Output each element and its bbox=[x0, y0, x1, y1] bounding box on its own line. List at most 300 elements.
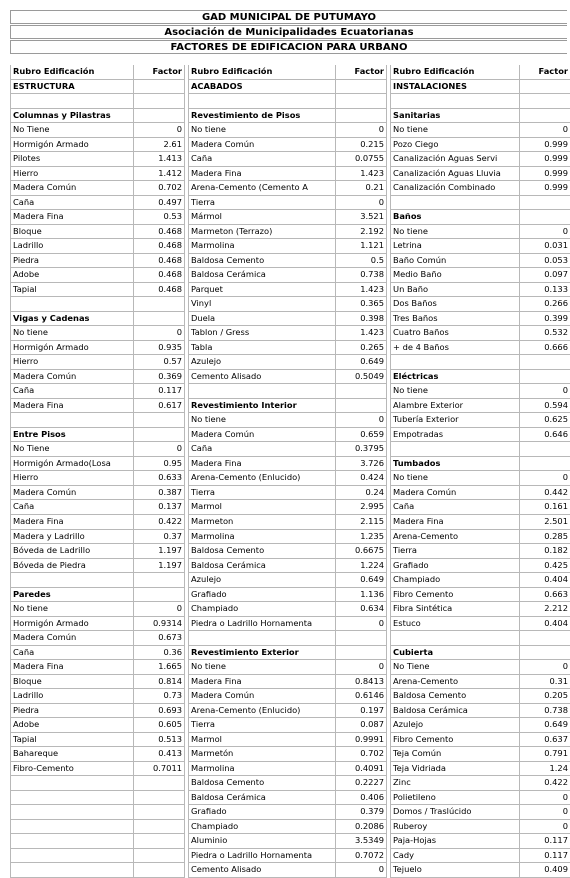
rubro-cell: No tiene bbox=[188, 660, 335, 674]
table-row bbox=[10, 442, 185, 457]
rubro-cell: Azulejo bbox=[188, 355, 335, 369]
table-row bbox=[390, 573, 570, 588]
table-row bbox=[390, 297, 570, 312]
factor-cell: 0.137 bbox=[133, 500, 185, 514]
factors-grid bbox=[10, 65, 570, 878]
rubro-cell: Tierra bbox=[188, 196, 335, 210]
rubro-cell: Tubería Exterior bbox=[390, 413, 519, 427]
table-row bbox=[10, 544, 185, 559]
factor-cell: 0.532 bbox=[519, 326, 570, 340]
factor-cell: 2.501 bbox=[519, 515, 570, 529]
rubro-cell: Vigas y Cadenas bbox=[10, 312, 133, 326]
table-row bbox=[10, 268, 185, 283]
table-row bbox=[188, 196, 387, 211]
factor-cell: 0.605 bbox=[133, 718, 185, 732]
table-row bbox=[188, 370, 387, 385]
rubro-cell: Adobe bbox=[10, 718, 133, 732]
factor-cell: 0.649 bbox=[335, 355, 387, 369]
rubro-cell: Alambre Exterior bbox=[390, 399, 519, 413]
factor-cell: 0 bbox=[335, 660, 387, 674]
rubro-cell bbox=[188, 384, 335, 398]
rubro-cell bbox=[10, 413, 133, 427]
rubro-cell: No tiene bbox=[390, 384, 519, 398]
rubro-cell: Polietileno bbox=[390, 791, 519, 805]
rubro-cell: Tierra bbox=[390, 544, 519, 558]
table-row bbox=[390, 94, 570, 109]
factor-cell: 0.161 bbox=[519, 500, 570, 514]
rubro-cell bbox=[390, 94, 519, 108]
table-row bbox=[188, 167, 387, 182]
table-row bbox=[188, 355, 387, 370]
factor-cell: 0.702 bbox=[335, 747, 387, 761]
factor-cell: 0.95 bbox=[133, 457, 185, 471]
table-row bbox=[188, 617, 387, 632]
factor-cell bbox=[519, 80, 570, 94]
table-row bbox=[188, 559, 387, 574]
table-row bbox=[188, 341, 387, 356]
rubro-cell: Piedra bbox=[10, 704, 133, 718]
rubro-cell: Tejuelo bbox=[390, 863, 519, 877]
rubro-cell: Rubro Edificación bbox=[188, 65, 335, 79]
rubro-cell: Arena-Cemento bbox=[390, 530, 519, 544]
column-header-row bbox=[390, 65, 570, 80]
factor-cell: 0.999 bbox=[519, 181, 570, 195]
rubro-cell: Ruberoy bbox=[390, 820, 519, 834]
structure-column bbox=[10, 65, 185, 878]
factor-cell: 1.24 bbox=[519, 762, 570, 776]
rubro-cell: Medio Baño bbox=[390, 268, 519, 282]
table-row bbox=[10, 297, 185, 312]
factor-cell: 0.468 bbox=[133, 283, 185, 297]
table-row bbox=[390, 863, 570, 878]
rubro-cell: + de 4 Baños bbox=[390, 341, 519, 355]
factor-cell bbox=[133, 805, 185, 819]
table-row bbox=[10, 776, 185, 791]
table-row bbox=[390, 515, 570, 530]
rubro-cell: Duela bbox=[188, 312, 335, 326]
factor-cell: 0.3795 bbox=[335, 442, 387, 456]
factor-cell bbox=[519, 355, 570, 369]
table-row bbox=[390, 617, 570, 632]
rubro-cell: Paredes bbox=[10, 588, 133, 602]
factor-cell: 0.398 bbox=[335, 312, 387, 326]
table-row bbox=[188, 689, 387, 704]
rubro-cell: Canalización Combinado bbox=[390, 181, 519, 195]
factor-cell: 0 bbox=[133, 442, 185, 456]
table-row bbox=[10, 384, 185, 399]
rubro-cell: Arena-Cemento bbox=[390, 675, 519, 689]
rubro-cell: Revestimiento Interior bbox=[188, 399, 335, 413]
factor-cell: 0.999 bbox=[519, 167, 570, 181]
rubro-cell: Champiado bbox=[188, 602, 335, 616]
table-row bbox=[188, 675, 387, 690]
factor-cell: 0.31 bbox=[519, 675, 570, 689]
rubro-cell: Madera Fina bbox=[188, 675, 335, 689]
rubro-cell: No tiene bbox=[10, 602, 133, 616]
rubro-cell: Baldosa Cemento bbox=[390, 689, 519, 703]
table-row bbox=[390, 138, 570, 153]
rubro-cell: Madera y Ladrillo bbox=[10, 530, 133, 544]
factor-cell bbox=[133, 297, 185, 311]
table-row bbox=[188, 239, 387, 254]
table-row bbox=[390, 268, 570, 283]
factor-cell bbox=[519, 646, 570, 660]
rubro-cell bbox=[188, 94, 335, 108]
rubro-cell: Tierra bbox=[188, 486, 335, 500]
factor-cell: 0.57 bbox=[133, 355, 185, 369]
rubro-cell: INSTALACIONES bbox=[390, 80, 519, 94]
factor-cell bbox=[133, 820, 185, 834]
rubro-cell: Baldosa Cemento bbox=[188, 544, 335, 558]
table-row bbox=[188, 413, 387, 428]
table-row bbox=[188, 834, 387, 849]
factor-cell: 0.666 bbox=[519, 341, 570, 355]
rubro-cell: Madera Común bbox=[188, 138, 335, 152]
factor-cell bbox=[335, 94, 387, 108]
rubro-cell: Cubierta bbox=[390, 646, 519, 660]
rubro-cell: Un Baño bbox=[390, 283, 519, 297]
rubro-cell: Baldosa Cemento bbox=[188, 254, 335, 268]
rubro-cell: Fibro Cemento bbox=[390, 588, 519, 602]
table-row bbox=[10, 791, 185, 806]
table-row bbox=[10, 660, 185, 675]
factor-cell bbox=[133, 834, 185, 848]
section-header-row bbox=[10, 428, 185, 443]
factor-cell: 0.468 bbox=[133, 268, 185, 282]
factor-cell: 0.379 bbox=[335, 805, 387, 819]
table-row bbox=[390, 181, 570, 196]
rubro-cell: Tierra bbox=[188, 718, 335, 732]
table-row bbox=[390, 196, 570, 211]
factor-cell bbox=[133, 573, 185, 587]
factor-cell bbox=[519, 196, 570, 210]
factor-cell: 0.21 bbox=[335, 181, 387, 195]
factor-cell: 0 bbox=[133, 602, 185, 616]
rubro-cell: Tapial bbox=[10, 733, 133, 747]
section-header-row bbox=[188, 646, 387, 661]
factor-cell: 0 bbox=[519, 225, 570, 239]
factor-cell: 0.625 bbox=[519, 413, 570, 427]
table-row bbox=[188, 486, 387, 501]
table-row bbox=[188, 442, 387, 457]
table-row bbox=[188, 530, 387, 545]
table-row bbox=[10, 399, 185, 414]
factor-cell bbox=[133, 109, 185, 123]
factor-cell: 0.7072 bbox=[335, 849, 387, 863]
section-header-row bbox=[188, 399, 387, 414]
table-row bbox=[10, 530, 185, 545]
table-row bbox=[390, 834, 570, 849]
table-row bbox=[188, 471, 387, 486]
factor-cell: 0.468 bbox=[133, 239, 185, 253]
rubro-cell: Hierro bbox=[10, 471, 133, 485]
factor-cell: 0.424 bbox=[335, 471, 387, 485]
factor-cell: 0.409 bbox=[519, 863, 570, 877]
table-row bbox=[188, 500, 387, 515]
rubro-cell: Bahareque bbox=[10, 747, 133, 761]
rubro-cell: No tiene bbox=[390, 123, 519, 137]
table-row bbox=[10, 341, 185, 356]
factor-cell: 0.999 bbox=[519, 138, 570, 152]
factor-cell: 0.053 bbox=[519, 254, 570, 268]
rubro-cell: Revestimiento de Pisos bbox=[188, 109, 335, 123]
factor-cell: 0.365 bbox=[335, 297, 387, 311]
rubro-cell: Caña bbox=[10, 196, 133, 210]
rubro-cell bbox=[10, 834, 133, 848]
section-header-row bbox=[390, 457, 570, 472]
table-row bbox=[188, 384, 387, 399]
table-row bbox=[10, 138, 185, 153]
factor-cell bbox=[133, 863, 185, 877]
factor-cell: 0.649 bbox=[519, 718, 570, 732]
factor-cell: 0.031 bbox=[519, 239, 570, 253]
factor-cell: 0.404 bbox=[519, 617, 570, 631]
table-row bbox=[390, 326, 570, 341]
rubro-cell: Baldosa Cemento bbox=[188, 776, 335, 790]
factor-cell bbox=[133, 849, 185, 863]
table-row bbox=[188, 718, 387, 733]
factor-cell: 0.369 bbox=[133, 370, 185, 384]
rubro-cell: Marmeton bbox=[188, 515, 335, 529]
table-row bbox=[10, 413, 185, 428]
table-row bbox=[188, 210, 387, 225]
rubro-cell: Tapial bbox=[10, 283, 133, 297]
rubro-cell: Tumbados bbox=[390, 457, 519, 471]
installations-column bbox=[390, 65, 570, 878]
rubro-cell: Pozo Ciego bbox=[390, 138, 519, 152]
rubro-cell: Madera Fina bbox=[390, 515, 519, 529]
table-row bbox=[10, 646, 185, 661]
rubro-cell: ESTRUCTURA bbox=[10, 80, 133, 94]
rubro-cell: Domos / Traslúcido bbox=[390, 805, 519, 819]
rubro-cell: Caña bbox=[10, 646, 133, 660]
rubro-cell: Hormigón Armado bbox=[10, 341, 133, 355]
table-row bbox=[390, 152, 570, 167]
rubro-cell: Cady bbox=[390, 849, 519, 863]
factor-cell: 1.423 bbox=[335, 326, 387, 340]
factor-cell: 0 bbox=[133, 326, 185, 340]
factor-cell: 0 bbox=[519, 791, 570, 805]
factor-cell bbox=[335, 384, 387, 398]
rubro-cell: Marmetón bbox=[188, 747, 335, 761]
table-row bbox=[390, 471, 570, 486]
rubro-cell: Marmeton (Terrazo) bbox=[188, 225, 335, 239]
factor-cell bbox=[133, 776, 185, 790]
table-row bbox=[188, 863, 387, 878]
table-row bbox=[188, 631, 387, 646]
rubro-cell: Piedra o Ladrillo Hornamenta bbox=[188, 617, 335, 631]
rubro-cell: Madera Fina bbox=[10, 660, 133, 674]
factor-cell: 0.999 bbox=[519, 152, 570, 166]
table-row bbox=[10, 254, 185, 269]
table-row bbox=[188, 181, 387, 196]
rubro-cell: Caña bbox=[188, 152, 335, 166]
section-header-row bbox=[390, 109, 570, 124]
factor-cell: 0.406 bbox=[335, 791, 387, 805]
table-row bbox=[188, 776, 387, 791]
table-row bbox=[188, 704, 387, 719]
factor-cell bbox=[519, 442, 570, 456]
rubro-cell: Fibra Sintética bbox=[390, 602, 519, 616]
rubro-cell bbox=[10, 820, 133, 834]
table-row bbox=[390, 631, 570, 646]
table-row bbox=[188, 326, 387, 341]
factor-cell bbox=[133, 428, 185, 442]
rubro-cell: Tres Baños bbox=[390, 312, 519, 326]
factor-cell: 0.205 bbox=[519, 689, 570, 703]
table-row bbox=[10, 94, 185, 109]
table-row bbox=[390, 413, 570, 428]
factor-cell bbox=[519, 210, 570, 224]
factor-cell: 0.673 bbox=[133, 631, 185, 645]
table-row bbox=[188, 849, 387, 864]
table-row bbox=[10, 762, 185, 777]
table-row bbox=[10, 515, 185, 530]
table-row bbox=[10, 559, 185, 574]
rubro-cell: Cuatro Baños bbox=[390, 326, 519, 340]
factor-cell: 0 bbox=[335, 196, 387, 210]
table-row bbox=[390, 530, 570, 545]
factor-cell: 0.468 bbox=[133, 225, 185, 239]
rubro-cell: Madera Común bbox=[390, 486, 519, 500]
factor-cell: 0.117 bbox=[133, 384, 185, 398]
column-header-row bbox=[188, 65, 387, 80]
rubro-cell bbox=[10, 863, 133, 877]
factor-cell: 0.738 bbox=[519, 704, 570, 718]
table-row bbox=[188, 573, 387, 588]
rubro-cell bbox=[390, 631, 519, 645]
factor-cell: 0 bbox=[519, 820, 570, 834]
factor-cell: 1.665 bbox=[133, 660, 185, 674]
rubro-cell: No tiene bbox=[390, 225, 519, 239]
finishes-column bbox=[188, 65, 387, 878]
table-row bbox=[188, 602, 387, 617]
factor-cell: 0.814 bbox=[133, 675, 185, 689]
title-factors: FACTORES DE EDIFICACION PARA URBANO bbox=[10, 40, 567, 54]
table-row bbox=[390, 355, 570, 370]
factor-cell: 1.121 bbox=[335, 239, 387, 253]
factor-cell: Factor bbox=[335, 65, 387, 79]
rubro-cell: Hormigón Armado bbox=[10, 138, 133, 152]
rubro-cell: Marmolina bbox=[188, 530, 335, 544]
table-row bbox=[390, 384, 570, 399]
table-row bbox=[390, 588, 570, 603]
table-row bbox=[10, 181, 185, 196]
table-row bbox=[390, 225, 570, 240]
factor-cell: 0.791 bbox=[519, 747, 570, 761]
section-header-row bbox=[188, 80, 387, 95]
section-header-row bbox=[390, 80, 570, 95]
factor-cell: 0.266 bbox=[519, 297, 570, 311]
table-row bbox=[188, 312, 387, 327]
factor-cell: 0.387 bbox=[133, 486, 185, 500]
table-row bbox=[188, 268, 387, 283]
factor-cell: 1.136 bbox=[335, 588, 387, 602]
rubro-cell: Baldosa Cerámica bbox=[188, 791, 335, 805]
table-row bbox=[390, 254, 570, 269]
rubro-cell: Bloque bbox=[10, 675, 133, 689]
table-row bbox=[188, 762, 387, 777]
factor-cell bbox=[133, 94, 185, 108]
factor-cell: 0.2227 bbox=[335, 776, 387, 790]
rubro-cell: Canalización Aguas Servi bbox=[390, 152, 519, 166]
factor-cell: 0 bbox=[519, 123, 570, 137]
factor-cell bbox=[519, 94, 570, 108]
factor-cell: 0.5049 bbox=[335, 370, 387, 384]
factor-cell bbox=[335, 646, 387, 660]
factor-cell: 0.693 bbox=[133, 704, 185, 718]
rubro-cell: Sanitarias bbox=[390, 109, 519, 123]
factor-cell: Factor bbox=[519, 65, 570, 79]
table-row bbox=[390, 820, 570, 835]
factor-cell: 3.521 bbox=[335, 210, 387, 224]
rubro-cell: Hormigón Armado(Losa bbox=[10, 457, 133, 471]
rubro-cell: Tabla bbox=[188, 341, 335, 355]
table-row bbox=[390, 718, 570, 733]
factor-cell: 0.637 bbox=[519, 733, 570, 747]
rubro-cell: Fibro-Cemento bbox=[10, 762, 133, 776]
rubro-cell: Madera Fina bbox=[10, 515, 133, 529]
column-header-row bbox=[10, 65, 185, 80]
factor-cell: 0.617 bbox=[133, 399, 185, 413]
factor-cell: 0.2086 bbox=[335, 820, 387, 834]
rubro-cell: Marmol bbox=[188, 733, 335, 747]
rubro-cell bbox=[10, 791, 133, 805]
factor-cell: 0.702 bbox=[133, 181, 185, 195]
table-row bbox=[390, 791, 570, 806]
table-row bbox=[10, 457, 185, 472]
table-row bbox=[10, 500, 185, 515]
table-row bbox=[10, 326, 185, 341]
rubro-cell: Entre Pisos bbox=[10, 428, 133, 442]
rubro-cell: Baldosa Cerámica bbox=[188, 268, 335, 282]
factor-cell: 0 bbox=[519, 660, 570, 674]
factor-cell bbox=[519, 457, 570, 471]
factor-cell: 0.197 bbox=[335, 704, 387, 718]
rubro-cell: Caña bbox=[390, 500, 519, 514]
factor-cell: 0.5 bbox=[335, 254, 387, 268]
factor-cell: 1.197 bbox=[133, 559, 185, 573]
rubro-cell: Baldosa Cerámica bbox=[390, 704, 519, 718]
factor-cell: 0.7011 bbox=[133, 762, 185, 776]
table-row bbox=[188, 94, 387, 109]
table-row bbox=[10, 152, 185, 167]
factor-cell: 0.442 bbox=[519, 486, 570, 500]
factor-cell: 3.5349 bbox=[335, 834, 387, 848]
table-row bbox=[390, 312, 570, 327]
table-row bbox=[10, 733, 185, 748]
factor-cell: 0 bbox=[519, 471, 570, 485]
table-row bbox=[10, 210, 185, 225]
factor-cell: 0.659 bbox=[335, 428, 387, 442]
table-row bbox=[390, 849, 570, 864]
factor-cell bbox=[133, 588, 185, 602]
factor-cell: 0.0755 bbox=[335, 152, 387, 166]
factor-cell: 0.53 bbox=[133, 210, 185, 224]
factor-cell: 0.36 bbox=[133, 646, 185, 660]
factor-cell bbox=[133, 80, 185, 94]
rubro-cell bbox=[188, 631, 335, 645]
table-row bbox=[390, 500, 570, 515]
factor-cell: 0.6146 bbox=[335, 689, 387, 703]
factor-cell: 0.117 bbox=[519, 834, 570, 848]
rubro-cell: Hierro bbox=[10, 355, 133, 369]
table-row bbox=[390, 689, 570, 704]
table-row bbox=[188, 138, 387, 153]
rubro-cell: Columnas y Pilastras bbox=[10, 109, 133, 123]
table-row bbox=[10, 167, 185, 182]
rubro-cell: Madera Común bbox=[10, 370, 133, 384]
